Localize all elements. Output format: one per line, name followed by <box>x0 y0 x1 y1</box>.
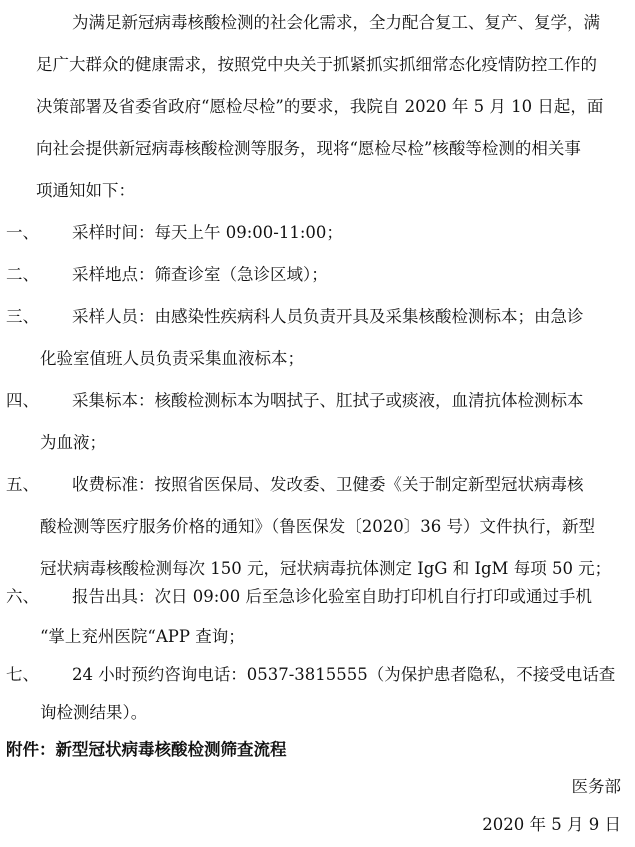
item-6-continuation: “掌上兖州医院“APP 查询； <box>40 627 245 646</box>
item-text: 采集标本：核酸检测标本为咽拭子、肛拭子或痰液，血清抗体检测标本 <box>72 391 584 410</box>
item-1 <box>0 220 635 246</box>
item-6 <box>0 584 635 610</box>
item-number: 七、 <box>6 665 39 684</box>
signature: 医务部 <box>571 777 621 796</box>
item-7 <box>0 662 635 688</box>
item-number: 三、 <box>6 307 39 326</box>
item-7-continuation: 询检测结果）。 <box>40 703 148 722</box>
item-5-continuation: 冠状病毒核酸检测每次 150 元，冠状病毒抗体测定 IgG 和 IgM 每项 50 元； <box>40 559 612 578</box>
item-4-continuation: 为血液； <box>40 433 106 452</box>
item-4 <box>0 388 635 414</box>
item-text: 采样地点：筛查诊室（急诊区域）； <box>72 265 328 284</box>
item-text: 采样时间：每天上午 09:00-11:00； <box>72 223 343 242</box>
item-number: 五、 <box>6 475 39 494</box>
item-text: 报告出具：次日 09:00 后至急诊化验室自助打印机自行打印或通过手机 <box>72 587 593 606</box>
item-text: 24 小时预约咨询电话：0537-3815555（为保护患者隐私，不接受电话查 <box>72 665 616 684</box>
item-text: 收费标准：按照省医保局、发改委、卫健委《关于制定新型冠状病毒核 <box>72 475 584 494</box>
intro-line-3: 决策部署及省委省政府“愿检尽检”的要求，我院自 2020 年 5 月 10 日起，面 <box>36 97 604 116</box>
intro-line-4: 向社会提供新冠病毒核酸检测等服务，现将“愿检尽检”核酸等检测的相关事 <box>36 139 581 158</box>
date: 2020 年 5 月 9 日 <box>482 815 621 834</box>
item-number: 一、 <box>6 223 39 242</box>
item-text: 采样人员：由感染性疾病科人员负责开具及采集核酸检测标本；由急诊 <box>72 307 584 326</box>
item-number: 二、 <box>6 265 39 284</box>
item-number: 六、 <box>6 587 39 606</box>
attachment-title: 附件：新型冠状病毒核酸检测筛查流程 <box>6 740 287 759</box>
intro-line-2: 足广大群众的健康需求，按照党中央关于抓紧抓实抓细常态化疫情防控工作的 <box>36 55 597 74</box>
intro-line-5: 项通知如下： <box>36 181 135 200</box>
item-5 <box>0 472 635 498</box>
item-number: 四、 <box>6 391 39 410</box>
item-3-continuation: 化验室值班人员负责采集血液标本； <box>40 349 304 368</box>
item-3 <box>0 304 635 330</box>
intro-line-1: 为满足新冠病毒核酸检测的社会化需求，全力配合复工、复产、复学，满 <box>72 13 600 32</box>
item-5-continuation: 酸检测等医疗服务价格的通知》（鲁医保发〔2020〕36 号）文件执行，新型 <box>40 517 595 536</box>
item-2 <box>0 262 635 288</box>
